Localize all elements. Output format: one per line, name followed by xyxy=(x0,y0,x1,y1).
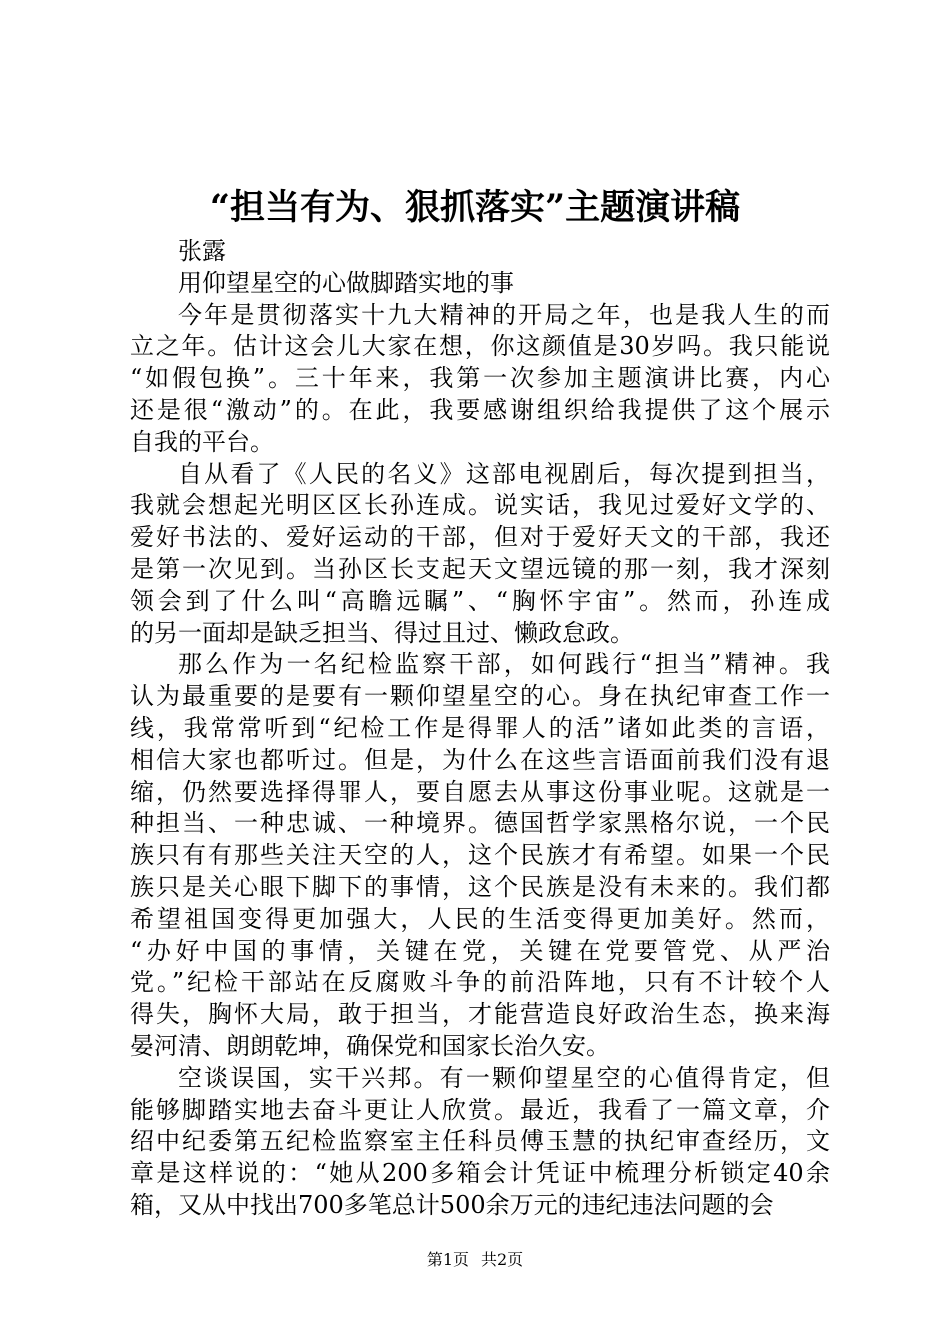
paragraph xyxy=(130,649,830,1062)
paragraph-line: 族只有有那些关注天空的人，这个民族才有希望。如果一个民 xyxy=(130,841,830,870)
paragraph-line: 晏河清、朗朗乾坤，确保党和国家长治久安。 xyxy=(130,1031,610,1060)
paragraph-line: 的另一面却是缺乏担当、得过且过、懒政怠政。 xyxy=(130,618,634,647)
paragraph-line: 得失，胸怀大局，敢于担当，才能营造良好政治生态，换来海 xyxy=(130,1000,830,1029)
paragraph-line: 我就会想起光明区区长孙连成。说实话，我见过爱好文学的、 xyxy=(130,491,830,520)
paragraph xyxy=(130,459,830,650)
paragraph-line: 是第一次见到。当孙区长支起天文望远镜的那一刻，我才深刻 xyxy=(130,554,830,583)
document-body xyxy=(130,236,830,1222)
page-total: 共2页 xyxy=(481,1250,524,1269)
author-name: 张露 xyxy=(178,237,226,265)
paragraph-line: 认为最重要的是要有一颗仰望星空的心。身在执纪审查工作一 xyxy=(130,682,830,711)
page-number: 第1页 xyxy=(426,1250,469,1269)
paragraph-line: 箱，又从中找出700多笔总计500余万元的违纪违法问题的会 xyxy=(130,1190,774,1219)
paragraph-line: 那么作为一名纪检监察干部，如何践行“担当”精神。我 xyxy=(178,650,830,679)
paragraph-line: 线，我常常听到“纪检工作是得罪人的活”诸如此类的言语， xyxy=(130,713,830,742)
paragraph-line: 族只是关心眼下脚下的事情，这个民族是没有未来的。我们都 xyxy=(130,872,830,901)
paragraph-line: 党。”纪检干部站在反腐败斗争的前沿阵地，只有不计较个人 xyxy=(130,968,830,997)
speech-subtitle: 用仰望星空的心做脚踏实地的事 xyxy=(178,268,514,297)
paragraph xyxy=(130,1063,830,1222)
paragraph-line: 爱好书法的、爱好运动的干部，但对于爱好天文的干部，我还 xyxy=(130,523,830,552)
paragraph-line: 绍中纪委第五纪检监察室主任科员傅玉慧的执纪审查经历，文 xyxy=(130,1127,830,1156)
paragraph-line: 自我的平台。 xyxy=(130,427,274,456)
paragraph-line: 领会到了什么叫“高瞻远瞩”、“胸怀宇宙”。然而，孙连成 xyxy=(130,586,830,615)
paragraph-line: 自从看了《人民的名义》这部电视剧后，每次提到担当， xyxy=(178,459,830,488)
paragraph-line: 立之年。估计这会儿大家在想，你这颜值是30岁吗。我只能说 xyxy=(130,332,830,361)
paragraph-line: 种担当、一种忠诚、一种境界。德国哲学家黑格尔说，一个民 xyxy=(130,809,830,838)
paragraph-line: “办好中国的事情，关键在党，关键在党要管党、从严治 xyxy=(130,936,830,965)
paragraph-line: 章是这样说的：“她从200多箱会计凭证中梳理分析锁定40余 xyxy=(130,1159,830,1188)
paragraph-line: 缩，仍然要选择得罪人，要自愿去从事这份事业呢。这就是一 xyxy=(130,777,830,806)
paragraph-line: “如假包换”。三十年来，我第一次参加主题演讲比赛，内心 xyxy=(130,364,830,393)
document-title: “担当有为、狠抓落实”主题演讲稿 xyxy=(209,187,741,228)
paragraph-line: 空谈误国，实干兴邦。有一颗仰望星空的心值得肯定，但 xyxy=(178,1063,830,1092)
paragraph-line: 希望祖国变得更加强大，人民的生活变得更加美好。然而， xyxy=(130,904,830,933)
page-footer xyxy=(0,1248,950,1272)
paragraph-line: 相信大家也都听过。但是，为什么在这些言语面前我们没有退 xyxy=(130,745,830,774)
paragraph-line: 今年是贯彻落实十九大精神的开局之年，也是我人生的而 xyxy=(178,300,830,329)
paragraph-line: 能够脚踏实地去奋斗更让人欣赏。最近，我看了一篇文章，介 xyxy=(130,1095,830,1124)
paragraph xyxy=(130,300,830,459)
paragraph-line: 还是很“激动”的。在此，我要感谢组织给我提供了这个展示 xyxy=(130,395,830,424)
